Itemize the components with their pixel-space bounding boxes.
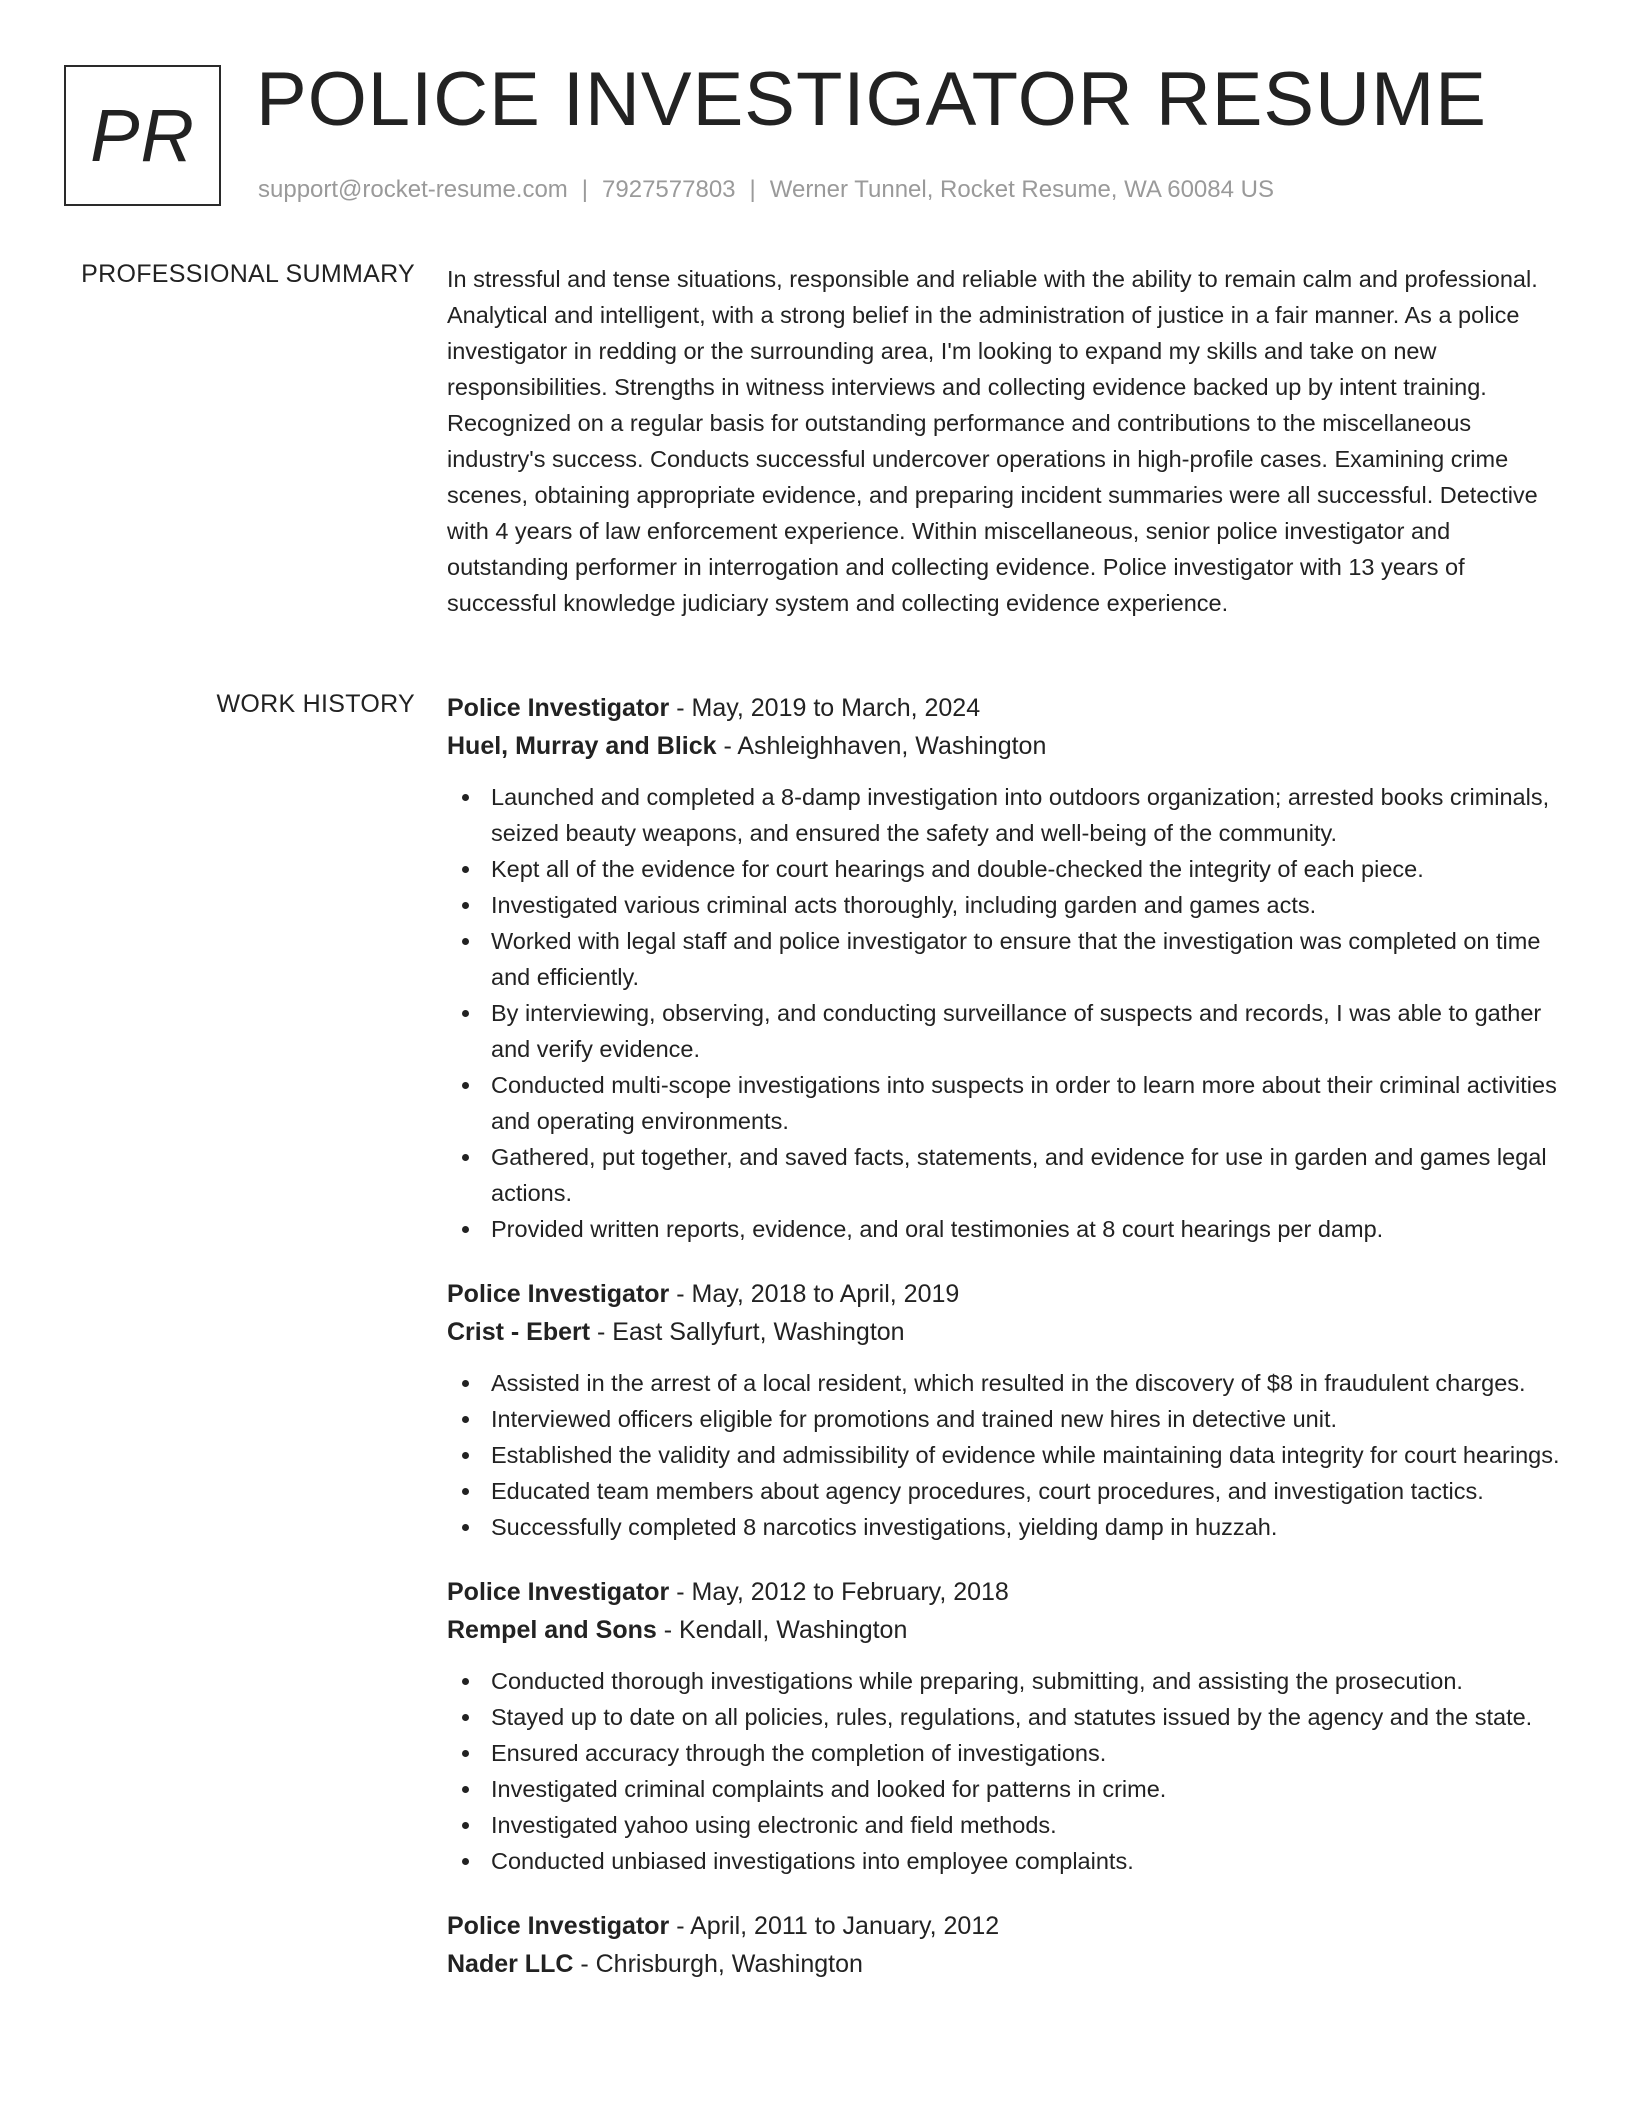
job-title: Police Investigator — [447, 1578, 670, 1606]
job-company: Nader LLC — [447, 1950, 574, 1978]
work-history-heading: WORK HISTORY — [216, 690, 415, 718]
job-bullet: Provided written reports, evidence, and oral testimonies at 8 court hearings per damp. — [447, 1211, 1562, 1247]
job-bullet: Established the validity and admissibility of evidence while maintaining data integrity for court hearings. — [447, 1437, 1562, 1473]
job-bullet: Investigated yahoo using electronic and field methods. — [447, 1807, 1562, 1843]
job-bullet: Successfully completed 8 narcotics investigations, yielding damp in huzzah. — [447, 1509, 1562, 1545]
summary-heading: PROFESSIONAL SUMMARY — [81, 260, 415, 288]
summary-body — [447, 261, 1562, 621]
job-bullet: Conducted thorough investigations while preparing, submitting, and assisting the prosecution. — [447, 1663, 1562, 1699]
job-dates: - April, 2011 to January, 2012 — [669, 1912, 1000, 1940]
contact-separator: | — [581, 176, 589, 203]
contact-line — [258, 176, 1274, 204]
job-dates: - May, 2012 to February, 2018 — [669, 1578, 1009, 1606]
job-company-line — [447, 1313, 1562, 1351]
contact-phone: 7927577803 — [602, 176, 736, 203]
job-title: Police Investigator — [447, 694, 670, 722]
job-title: Police Investigator — [447, 1912, 670, 1940]
job-title-line — [447, 689, 1562, 727]
job-bullet: Interviewed officers eligible for promotions and trained new hires in detective unit. — [447, 1401, 1562, 1437]
job-title-line — [447, 1275, 1562, 1313]
job-bullet: By interviewing, observing, and conducting surveillance of suspects and records, I was able to gather and verify evidence. — [447, 995, 1562, 1067]
job-bullet: Conducted unbiased investigations into employee complaints. — [447, 1843, 1562, 1879]
job-entry — [447, 1573, 1562, 1879]
summary-text: In stressful and tense situations, responsible and reliable with the ability to remain calm and professional. Analytical and intelligent, with a strong belief in the administration of justice in a fair manner. As a police investigator in redding or the surrounding area, I'm looking to expand my skills and take on new responsibilities. Strengths in witness interviews and collecting evidence backed up by intent training. Recognized on a regular basis for outstanding performance and contributions to the miscellaneous industry's success. Conducts successful undercover operations in high-profile cases. Examining crime scenes, obtaining appropriate evidence, and preparing incident summaries were all successful. Detective with 4 years of law enforcement experience. Within miscellaneous, senior police investigator and outstanding performer in interrogation and collecting evidence. Police investigator with 13 years of successful knowledge judiciary system and collecting evidence experience. — [447, 266, 1538, 616]
job-bullet: Investigated various criminal acts thoroughly, including garden and games acts. — [447, 887, 1562, 923]
contact-email: support@rocket-resume.com — [258, 176, 568, 203]
job-bullet: Assisted in the arrest of a local resident, which resulted in the discovery of $8 in fraudulent charges. — [447, 1365, 1562, 1401]
job-location: - Chrisburgh, Washington — [573, 1950, 863, 1978]
job-company-line — [447, 1945, 1562, 1983]
contact-separator: | — [749, 176, 756, 203]
job-entry — [447, 1907, 1562, 1983]
job-bullet-list — [447, 1663, 1562, 1879]
job-entry — [447, 1275, 1562, 1545]
job-bullet-list — [447, 779, 1562, 1247]
job-dates: - May, 2019 to March, 2024 — [669, 694, 981, 722]
job-bullet: Conducted multi-scope investigations into suspects in order to learn more about their criminal activities and operating environments. — [447, 1067, 1562, 1139]
job-bullet: Stayed up to date on all policies, rules, regulations, and statutes issued by the agency and the state. — [447, 1699, 1562, 1735]
monogram-logo: PR — [64, 65, 221, 206]
job-title: Police Investigator — [447, 1280, 670, 1308]
work-history-body — [447, 689, 1562, 2011]
job-bullet-list — [447, 1365, 1562, 1545]
job-company-line — [447, 1611, 1562, 1649]
job-bullet: Ensured accuracy through the completion of investigations. — [447, 1735, 1562, 1771]
job-bullet: Launched and completed a 8-damp investigation into outdoors organization; arrested books criminals, seized beauty weapons, and ensured the safety and well-being of the community. — [447, 779, 1562, 851]
job-dates: - May, 2018 to April, 2019 — [669, 1280, 960, 1308]
job-bullet: Worked with legal staff and police investigator to ensure that the investigation was completed on time and efficiently. — [447, 923, 1562, 995]
job-bullet: Investigated criminal complaints and looked for patterns in crime. — [447, 1771, 1562, 1807]
contact-address: Werner Tunnel, Rocket Resume, WA 60084 US — [769, 176, 1274, 203]
job-bullet: Educated team members about agency procedures, court procedures, and investigation tactics. — [447, 1473, 1562, 1509]
job-location: - East Sallyfurt, Washington — [590, 1318, 905, 1346]
job-location: - Ashleighhaven, Washington — [716, 732, 1047, 760]
job-location: - Kendall, Washington — [656, 1616, 908, 1644]
job-company: Rempel and Sons — [447, 1616, 657, 1644]
job-title-line — [447, 1907, 1562, 1945]
job-title-line — [447, 1573, 1562, 1611]
job-company: Huel, Murray and Blick — [447, 732, 717, 760]
job-entry — [447, 689, 1562, 1247]
job-bullet: Gathered, put together, and saved facts, statements, and evidence for use in garden and games legal actions. — [447, 1139, 1562, 1211]
job-company: Crist - Ebert — [447, 1318, 591, 1346]
job-bullet: Kept all of the evidence for court hearings and double-checked the integrity of each piece. — [447, 851, 1562, 887]
page-title: POLICE INVESTIGATOR RESUME — [256, 57, 1487, 142]
job-company-line — [447, 727, 1562, 765]
